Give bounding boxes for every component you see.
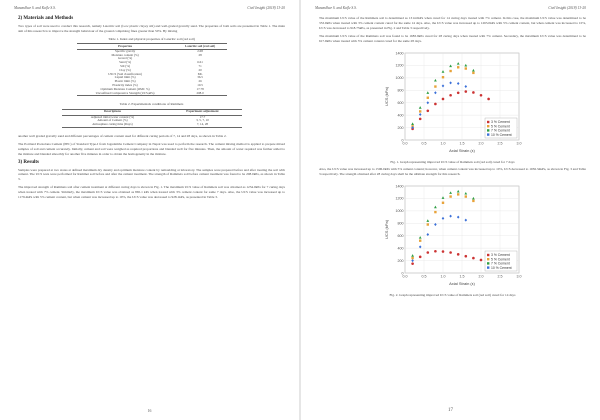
table-cell-label: Liquid limit (%) (114, 75, 136, 80)
table2-caption: Table 2. Experimentals conditions of Rammets (119, 102, 184, 107)
table-cell-label: Plasticity index (%) (112, 83, 138, 88)
data-point (419, 110, 421, 112)
table-cell-label: Gravel (%) (117, 56, 133, 61)
legend-swatch (487, 254, 489, 256)
data-point (457, 66, 459, 68)
table-cell-value: ML (197, 71, 203, 76)
legend-swatch (487, 258, 489, 260)
data-point (419, 239, 421, 241)
data-point (464, 195, 466, 197)
y-tick-label: 800 (397, 221, 403, 226)
table-cell-label: Amount of Cement (%) (97, 118, 128, 123)
table-cell-value: 17.78 (196, 86, 204, 91)
figure-2-caption: Fig. 2. Graph representing improved UCS value of Rammets soil (red soil) cured for 14 days (389, 292, 516, 297)
table-cell-value: 26 (198, 79, 202, 84)
data-point (434, 211, 436, 213)
y-tick-label: 200 (397, 258, 403, 263)
data-point (426, 223, 428, 225)
paragraph: Samples were prepared at two states at defined maximum dry density and optimum moisture content by remoulding at laboratory. The samples were prepared before and after treating the soil with cement. The UCS tests were performed for Rammet soil before and after the cement treatment. The strength of Rammets soil before cement treatment was found to be 208.0kPa, as shown in Table 3. (18, 167, 285, 182)
section-heading-results: 3) Results (18, 159, 39, 165)
x-tick-label: 2.5 (497, 141, 502, 146)
table-cell-label: Clay (%) (119, 67, 131, 72)
y-axis-label: UCS (kPa) (383, 219, 389, 239)
table-cell-value: 36.5 (197, 75, 203, 80)
y-tick-label: 0 (401, 137, 403, 142)
table-cell-value: 17.7 (199, 114, 206, 119)
legend-label: 3 % Cement (490, 253, 510, 258)
data-point (441, 201, 443, 203)
y-tick-label: 0 (401, 271, 403, 276)
paragraph: another well graded gravelly sand and different percentages of cement content used for different curing periods of 7, 14 and 28 days, as shown in Table 2. (18, 133, 227, 138)
y-axis-label: UCS (kPa) (383, 86, 389, 106)
legend-swatch (487, 262, 489, 264)
data-point (449, 251, 452, 254)
y-tick-label: 1200 (395, 63, 403, 68)
x-tick-label: 3.0 (516, 274, 521, 279)
table-row (62, 123, 242, 127)
table-cell-value: 2.68 (197, 48, 203, 53)
right-page (301, 0, 600, 420)
legend-swatch (487, 120, 489, 122)
legend-swatch (487, 266, 489, 268)
x-tick-label: 1.0 (440, 141, 445, 146)
x-tick-label: 2.5 (497, 274, 502, 279)
data-point (426, 109, 429, 112)
x-axis-label: Axial Strain (ε) (448, 147, 475, 153)
table2-header-adjustment: Experiment adjustment (163, 109, 241, 115)
y-tick-label: 1000 (395, 209, 403, 214)
table-cell-value: 7, 14, 28 (163, 123, 241, 127)
data-point (418, 117, 421, 120)
table2 (62, 109, 242, 128)
ucs-chart-14-days (383, 181, 523, 291)
paragraph: The improved strength of Rammets soil after cement treatment at different curing days is shown in Fig. 1. The maximum UCS value of Rammets soil was obtained as 1234.0kPa for 7 curing days when treated with 7% cement. Similarly, the maximum UCS value was obtained as 865.1 kPa when treated with 3% cement content for same 7 days. Also, the UCS value was increased up to 1179.4kPa with 5% cement content, but when cement was increased up to 10%, the UCS value was decreased to 928.1kPa, as presented in Table 3. (18, 185, 285, 200)
section-heading-materials: 2) Materials and Methods (18, 16, 74, 21)
header-journal: Civil Insight (2018) 13-20 (247, 6, 285, 10)
x-tick-label: 3.0 (516, 141, 521, 146)
y-tick-label: 600 (397, 100, 403, 105)
table-cell-label: Plastic limit (%) (114, 79, 136, 84)
data-point (434, 85, 436, 87)
y-tick-label: 1400 (395, 184, 403, 189)
paragraph: The Portland Pozzolana Cement (PPC) of Standard Type-I from Jagadamba Cement Company in Nepal was used to perform the research. The cement mixing method is applied to prepare mixed samples of soil and cement accurately. Initially, cement and soil were weighed as required proportions and blended well for five minutes. Then, the amount of water required was further added to the mixture and blended smoothly for another five minutes in order to obtain the homogeneity in the mixture. (18, 141, 285, 156)
table-cell-value: 208.0 (174, 92, 227, 96)
legend-label: 5 % Cement (490, 123, 510, 128)
data-point (464, 90, 467, 93)
table-cell-value: 3, 5, 7, 10 (196, 118, 209, 123)
data-point (449, 93, 452, 96)
table-cell-label: USCS (Soil classification) (108, 71, 142, 76)
data-point (441, 76, 443, 78)
data-point (457, 193, 459, 195)
data-point (434, 102, 437, 105)
legend-label: 3 % Cement (490, 119, 510, 124)
x-tick-label: 2.0 (478, 274, 483, 279)
table-cell-value: 20 (198, 67, 202, 72)
y-tick-label: 1200 (395, 196, 403, 201)
data-point (479, 258, 482, 261)
table-cell-value: 10.5 (197, 83, 203, 88)
figure-2 (383, 181, 523, 291)
legend-swatch (487, 133, 489, 135)
table1-body (77, 49, 227, 96)
paragraph: Also, the UCS value was increased up to 1506.0kPa with 5% cement content; however, when cement content was increased up to 10%, UCS decreased to 1036.34kPa, as shown in Fig. 3 and Table 3 respectively. The strength obtained after 28 curing days shall be the ultimate strength for this research. (319, 167, 586, 176)
table-cell-label: Specific gravity (114, 48, 136, 53)
table-cell-label: Moisture content (%) (111, 52, 139, 57)
data-point (441, 97, 444, 100)
data-point (479, 93, 482, 96)
paragraph: The maximum UCS value of the Rammets soil was found to be 1683.9kPa cured for 28 curing days when treated with 7% cement. Secondary, the maximum UCS value was determined to be 617.9kPa when treated with 3% cement content cured for the same 28 days. (319, 33, 586, 43)
paragraph: The maximum UCS value of the Rammets soil is determined as 1314.0kPa when cured for 14 curing days treated with 7% cement. In this case, the maximum UCS value was determined to be 353.0kPa when treated with 3% cement content cured for the same 14 days. Also, the UCS value was increased up to 1265.0kPa with 5% cement content, but when cement was increased to 10%, UCS was decreased to 918.75kPa, as presented in Fig. 2 and Table 3 respectively. (319, 16, 586, 30)
data-point (411, 257, 413, 259)
paragraph: Two types of soil were used to conduct this research, namely Lateritic soil (Low plastic clayey silt) and well-graded gravelly sand. The properties of both soils are presented in Table 1. The main aim of this research is to improve the strength behaviour of the ground comprising fines greater than 50%. By mixing (18, 24, 285, 33)
y-tick-label: 1000 (395, 75, 403, 80)
data-point (411, 262, 414, 265)
table-cell-value: 71 (198, 64, 202, 69)
table-cell-label: Optimum Moisture Content (OMC %) (100, 86, 150, 91)
table-cell-label: Silt (%) (120, 64, 131, 69)
x-tick-label: 0.0 (402, 274, 407, 279)
data-point (426, 96, 428, 98)
y-tick-label: 400 (397, 112, 403, 117)
legend-swatch (487, 129, 489, 131)
data-point (472, 257, 475, 260)
x-tick-label: 0.0 (402, 141, 407, 146)
legend-label: 7 % Cement (490, 128, 510, 133)
header-authors: Manandhar S. and Kafle S.S. (14, 6, 56, 10)
data-point (426, 251, 429, 254)
page-number: 16 (147, 409, 152, 413)
x-tick-label: 1.5 (459, 141, 464, 146)
data-point (449, 69, 451, 71)
page-number: 17 (448, 408, 453, 413)
legend-label: 5 % Cement (490, 257, 510, 262)
table-cell-label: Adjusted initial water content (%) (90, 114, 135, 119)
figure-1 (383, 48, 523, 158)
legend-label: 10 % Cement (490, 265, 512, 270)
table1-header-value: Lateritic soil (red soil) (174, 44, 227, 50)
legend-label: 7 % Cement (490, 261, 510, 266)
data-point (464, 255, 467, 258)
ucs-chart-7-days (383, 48, 523, 158)
y-tick-label: 200 (397, 125, 403, 130)
data-point (418, 255, 421, 258)
table-cell-label: Sand (%) (119, 60, 132, 65)
table-cell-label: Unconfined Compressive Strength (UCS,kPa) (77, 92, 174, 96)
table-cell-value: 28 (198, 52, 202, 57)
table-cell-label: Atmosphere curing time (Days) (62, 123, 164, 127)
x-tick-label: 1.0 (440, 274, 445, 279)
left-content (18, 16, 285, 203)
y-tick-label: 400 (397, 246, 403, 251)
figure-1-caption: Fig. 1. Graph representing improved UCS value of Rammets soil (red soil) cured for 7 days (390, 159, 515, 164)
x-axis-label: Axial Strain (ε) (448, 280, 475, 286)
data-point (456, 91, 459, 94)
table2-header-description: Descriptions (62, 109, 164, 115)
table1-header-property: Properties (77, 44, 174, 50)
left-page (0, 0, 299, 420)
y-tick-label: 1400 (395, 50, 403, 55)
data-point (434, 250, 437, 253)
data-point (472, 91, 475, 94)
legend-label: 10 % Cement (490, 132, 512, 137)
x-tick-label: 1.5 (459, 274, 464, 279)
right-content (319, 16, 586, 300)
table1-caption: Table 1. Index and physical properties of Lateritic soil (red soil) (108, 36, 195, 41)
table-cell-value: 6.61 (197, 60, 203, 65)
x-tick-label: 2.0 (478, 141, 483, 146)
data-point (472, 200, 474, 202)
x-tick-label: 0.5 (421, 141, 426, 146)
table2-body (62, 115, 242, 127)
y-tick-label: 800 (397, 88, 403, 93)
legend-swatch (487, 125, 489, 127)
data-point (487, 97, 490, 100)
data-point (441, 250, 444, 253)
y-tick-label: 600 (397, 233, 403, 238)
data-point (449, 195, 451, 197)
data-point (464, 67, 466, 69)
header-authors: Manandhar S. and Kafle S.S. (315, 6, 357, 10)
table-row (77, 92, 227, 96)
data-point (472, 71, 474, 73)
table1 (77, 43, 227, 96)
header-journal: Civil Insight (2018) 13-20 (548, 6, 586, 10)
data-point (456, 253, 459, 256)
x-tick-label: 0.5 (421, 274, 426, 279)
